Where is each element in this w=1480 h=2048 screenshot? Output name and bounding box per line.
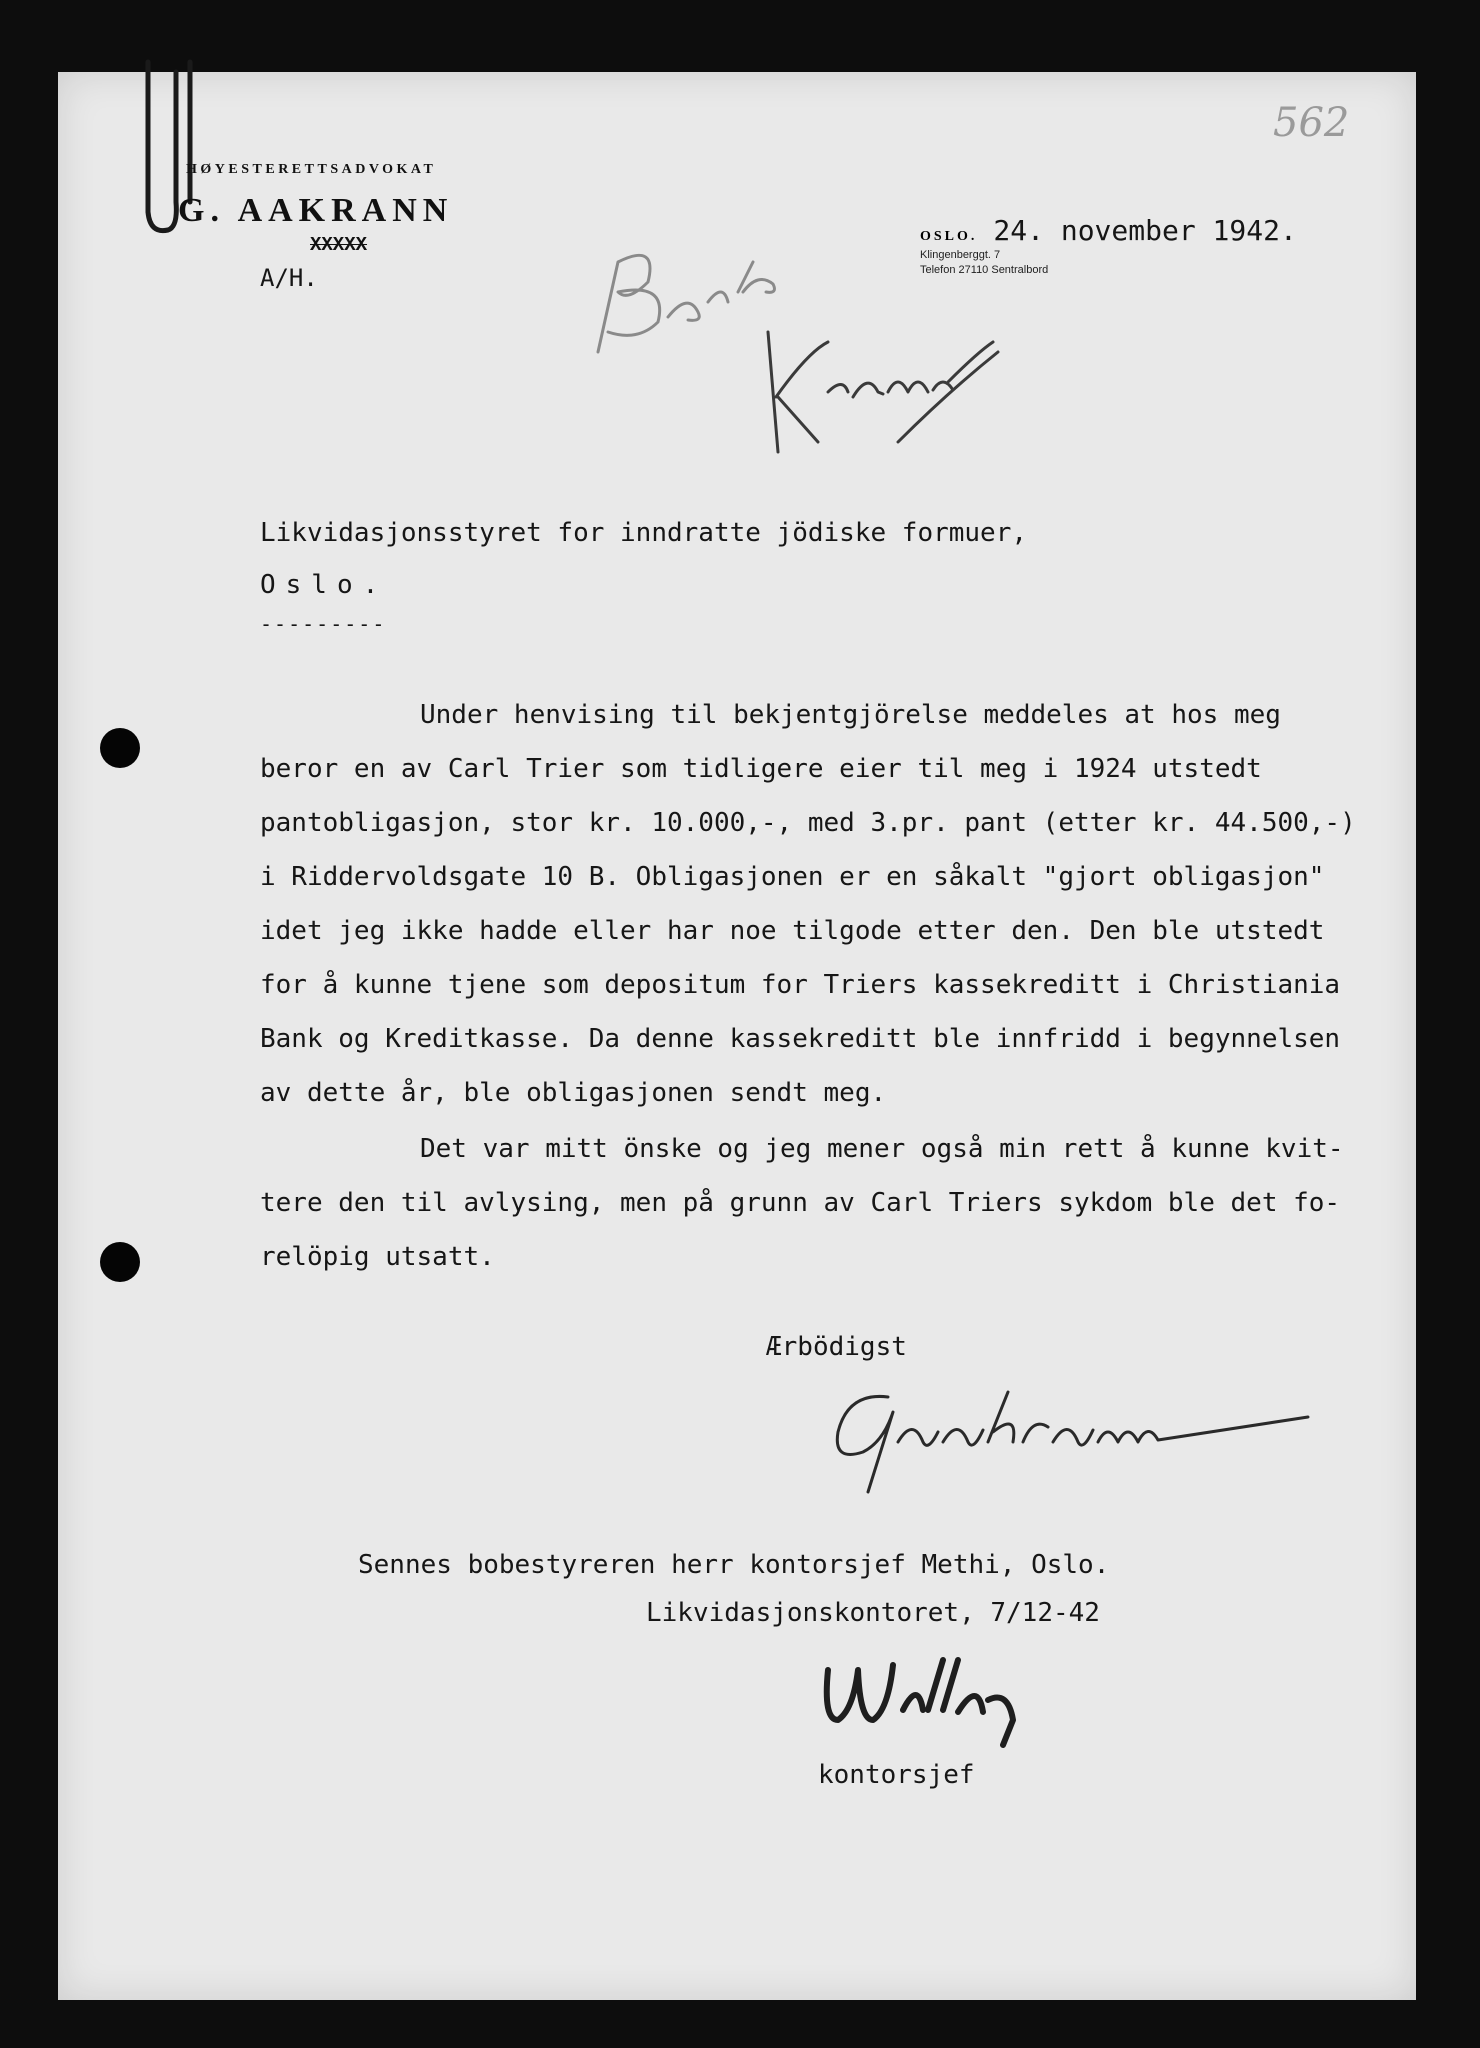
recipient-line-2: Oslo. [260,570,389,600]
place: OSLO. [920,229,978,244]
forwarding-line-1: Sennes bobestyreren herr kontorsjef Methi, Oslo. [358,1550,1110,1580]
letterhead-name: G. AAKRANN [178,192,454,229]
recipient-underline: --------- [260,612,387,636]
phone: Telefon 27110 Sentralbord [920,264,1049,276]
address-block [920,248,1048,278]
closing-salutation: Ærbödigst [766,1332,907,1362]
signature-aakrann [808,1372,1328,1502]
folio-number: 562 [1273,100,1350,146]
address: Klingenberggt. 7 [920,249,1001,261]
body-line: pantobligasjon, stor kr. 10.000,-, med 3.pr. pant (etter kr. 44.500,-) [260,808,1356,838]
binder-hole [100,728,140,768]
body-line: av dette år, ble obligasjonen sendt meg. [260,1078,887,1108]
body-line: Under henvising til bekjentgjörelse meddeles at hos meg [420,700,1281,730]
date: 24. november 1942. [993,214,1297,247]
forwarding-title: kontorsjef [818,1760,975,1790]
place-date [920,214,1297,247]
body-line: Det var mitt önske og jeg mener også min rett å kunne kvit- [420,1134,1344,1164]
binder-hole [100,1242,140,1282]
body-line: tere den til avlysing, men på grunn av Carl Triers sykdom ble det fo- [260,1188,1341,1218]
body-line: i Riddervoldsgate 10 B. Obligasjonen er en såkalt "gjort obligasjon" [260,862,1325,892]
forwarding-line-2: Likvidasjonskontoret, 7/12-42 [646,1598,1100,1628]
body-line: for å kunne tjene som depositum for Triers kassekreditt i Christiania [260,970,1341,1000]
letterhead-title: HØYESTERETTSADVOKAT [186,162,437,177]
struck-text: XXXXX [310,234,368,256]
handwritten-annotation-2 [748,312,1008,462]
signature-methi [808,1640,1128,1750]
letter-page [58,72,1416,2000]
body-line: beror en av Carl Trier som tidligere eier til meg i 1924 utstedt [260,754,1262,784]
recipient-line-1: Likvidasjonsstyret for inndratte jödiske formuer, [260,518,1028,548]
body-line: idet jeg ikke hadde eller har noe tilgode etter den. Den ble utstedt [260,916,1325,946]
body-line: Bank og Kreditkasse. Da denne kassekreditt ble innfridd i begynnelsen [260,1024,1341,1054]
body-line: relöpig utsatt. [260,1242,495,1272]
reference: A/H. [260,264,318,292]
